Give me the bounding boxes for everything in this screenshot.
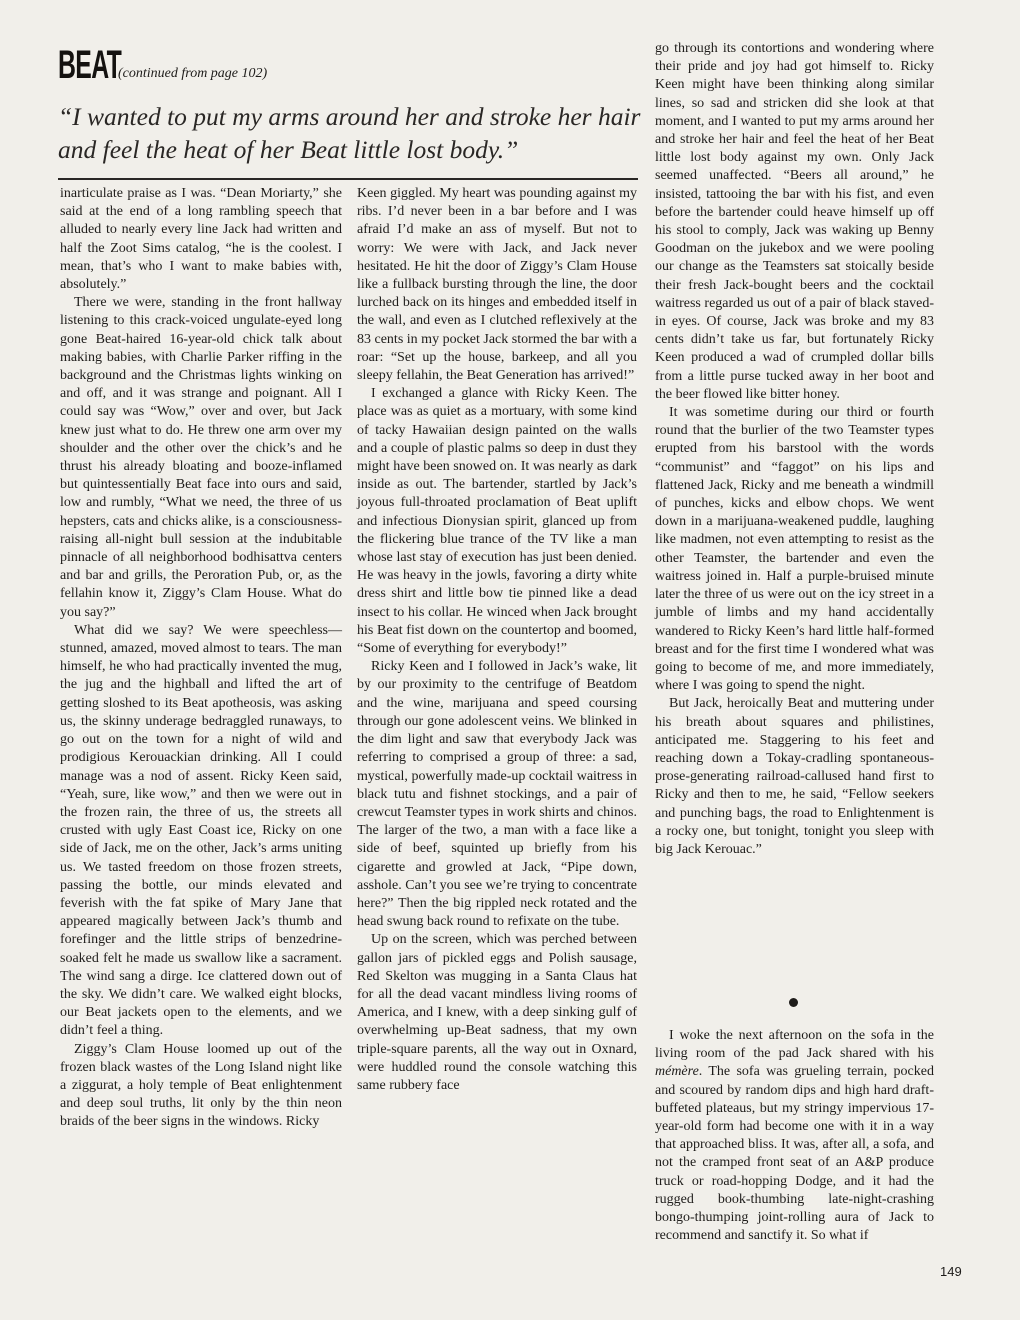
paragraph: Up on the screen, which was perched between gallon jars of pickled eggs and Polish sausage, Red Skelton was mugging in a Santa Claus hat for all the dead vacant mindless living rooms of America, and I knew, with a deep sinking gulf of overwhelming up-Beat sadness, that my own triple-square parents, all the way out in Oxnard, were huddled round the console watching this same rubbery face [357, 932, 637, 1093]
paragraph: There we were, standing in the front hallway listening to this crack-voiced ungulate-eyed long gone Beat-haired 16-year-old chick talk about making babies, with Charlie Parker riffing in the background and the Christmas lights winking on and off, and it was strange and poignant. All I could say was “Wow,” over and over, but Jack knew just what to do. He threw one arm over my shoulder and the other over the chick’s and he thrust his already bloating and booze-inflamed but quintessentially Beat face into ours and said, low and rumbly, “What we need, the three of us hepsters, cats and chicks alike, is a consciousness-raising all-night bull session at the indubitable pinnacle of all neighborhood bodhisattva centers and bar and grills, the Peroration Pub, or, as the fellahin know it, Ziggy’s Clam House. What do you say?” [60, 295, 342, 620]
text-column-3-continued [655, 1027, 934, 1245]
pull-quote-rule [58, 178, 638, 180]
text-column-2 [357, 185, 637, 1095]
paragraph-text: . The sofa was grueling terrain, pocked and scoured by random dips and high hard draft-buffeted plateaus, but my stringy impervious 17-year-old form had become one with it in a way that approached bliss. It was, after all, a sofa, and not the cramped front seat of an A&P produce truck or road-hopping Dodge, and it had the rugged book-thumbing late-night-crashing bongo-thumping joint-rolling aura of Jack to recommend and sanctify it. So what if [655, 1064, 934, 1244]
paragraph: I exchanged a glance with Ricky Keen. The place was as quiet as a mortuary, with some kind of tacky Hawaiian design painted on the walls and a couple of plastic palms so deep in dust they might have been snowed on. It was nearly as dark inside as out. The bartender, startled by Jack’s joyous full-throated proclamation of Beat uplift and infectious Dionysian spirit, glanced up from the flickering blue trance of the TV like a man whose last stay of execution has just been denied. He was heavy in the jowls, favoring a dirty white dress shirt and little bow tie pinned like a dead insect to his collar. He winced when Jack brought his Beat fist down on the countertop and boomed, “Some of everything for everybody!” [357, 386, 637, 657]
paragraph: Ziggy’s Clam House loomed up out of the frozen black wastes of the Long Island night like a ziggurat, a holy temple of Beat enlightenment and deep soul truths, lit only by the thin neon braids of the beer signs in the windows. Ricky [60, 1041, 342, 1130]
paragraph [655, 1027, 934, 1245]
paragraph: Keen giggled. My heart was pounding against my ribs. I’d never been in a bar before and I was afraid I’d make an ass of myself. But not to worry: We were with Jack, and Jack never hesitated. He hit the door of Ziggy’s Clam House like a fullback bursting through the line, the door lurched back on its hinges and embedded itself in the wall, and even as I clutched reflexively at the 83 cents in my pocket Jack stormed the bar with a roar: “Set up the house, barkeep, and all you sleepy fellahin, the Beat Generation has arrived!” [357, 186, 637, 384]
italic-word: mémère [655, 1064, 699, 1080]
continued-note: (continued from page 102) [118, 66, 268, 81]
section-break-dot [789, 998, 798, 1007]
paragraph: But Jack, heroically Beat and muttering under his breath about squares and philistines, anticipated me. Staggering to his feet and reaching down a Tokay-cradling spontaneous-prose-generating railroad-callused hand first to Ricky and then to me, he said, “Fellow seekers and punching bags, the road to Enlightenment is a rocky one, but tonight, tonight you sleep with big Jack Kerouac.” [655, 696, 934, 857]
article-header [58, 44, 638, 90]
paragraph: go through its contortions and wondering where their pride and joy had got himself to. Ricky Keen might have been thinking along similar lines, so sad and stricken did she look at that moment, and I wanted to put my arms around her and stroke her hair and feel the heat of her Beat little lost body against my own. Only Jack seemed unaffected. “Beers all around,” he insisted, tattooing the bar with his fist, and even before the bartender could heave himself up off his stool to comply, Jack was waking up Benny Goodman on the jukebox and we were pooling our change as the Teamsters sat stoically beside their fresh Jack-bought beers and the cocktail waitress regarded us out of a pair of black staved-in eyes. Of course, Jack was broke and my 83 cents didn’t take us far, but fortunately Ricky Keen produced a wad of crumpled dollar bills from a little purse tucked away in her boot and the beer flowed like bitter honey. [655, 41, 934, 402]
paragraph: Ricky Keen and I followed in Jack’s wake, lit by our proximity to the centrifuge of Beatdom and the wine, marijuana and speed coursing through our gone adolescent veins. We blinked in the dim light and saw that everybody Jack was referring to comprised a group of three: a sad, mystical, powerfully made-up cocktail waitress in black tutu and fishnet stockings, and a pair of crewcut Teamster types in work shirts and chinos. The larger of the two, a man with a face like a side of beef, squinted up briefly from his cigarette and growled at Jack, “Pipe down, asshole. Can’t you see we’re trying to concentrate here?” Then the big rippled neck rotated and the head swung back round to refixate on the tube. [357, 659, 637, 930]
text-column-1 [60, 185, 342, 1132]
pull-quote: “I wanted to put my arms around her and stroke her hair and feel the heat of her Beat little lost body.” [58, 102, 641, 164]
page-number: 149 [940, 1264, 962, 1279]
paragraph: It was sometime during our third or fourth round that the burlier of the two Teamster types erupted from his barstool with the words “communist” and “faggot” on his lips and flattened Jack, Ricky and me beneath a windmill of punches, kicks and elbow chops. We went down in a marijuana-weakened puddle, laughing like madmen, not even attempting to resist as the other Teamster, the bartender and even the waitress joined in. Half a purple-bruised minute later the three of us were out on the icy street in a jumble of limbs and my hand accidentally wandered to Ricky Keen’s hard little half-formed breast and for the first time I wondered what was going to become of me, and more immediately, where I was going to spend the night. [655, 405, 934, 694]
paragraph: inarticulate praise as I was. “Dean Moriarty,” she said at the end of a long rambling speech that alluded to nearly every line Jack had written and half the Zoot Sims catalog, “he is the coolest. I mean, that’s who I want to make babies with, absolutely.” [60, 186, 342, 293]
section-label: BEAT [58, 43, 122, 87]
paragraph: What did we say? We were speechless—stunned, amazed, moved almost to tears. The man himself, he who had practically invented the mug, the jug and the highball and lifted the art of getting sloshed to its Beat apotheosis, was asking us, the skinny underage bedraggled runaways, to go out on the town for a night of wild and prodigious Kerouackian drinking. All I could manage was a nod of assent. Ricky Keen said, “Yeah, sure, like wow,” and then we were out in the frozen rain, the three of us, the streets all crusted with ugly East Coast ice, Ricky on one side of Jack, me on the other, Jack’s arms uniting us. We tasted freedom on those frozen streets, passing the bottle, our minds elevated and feverish with the fat spike of Mary Jane that appeared magically between Jack’s thumb and forefinger and the little strips of benzedrine-soaked felt he made us swallow like a sacrament. The wind sang a dirge. Ice clattered down out of the sky. We didn’t care. We walked eight blocks, our Beat jackets open to the elements, and we didn’t feel a thing. [60, 622, 342, 1039]
paragraph-text: I woke the next afternoon on the sofa in the living room of the pad Jack shared with his [655, 1028, 934, 1062]
text-column-3 [655, 40, 934, 859]
